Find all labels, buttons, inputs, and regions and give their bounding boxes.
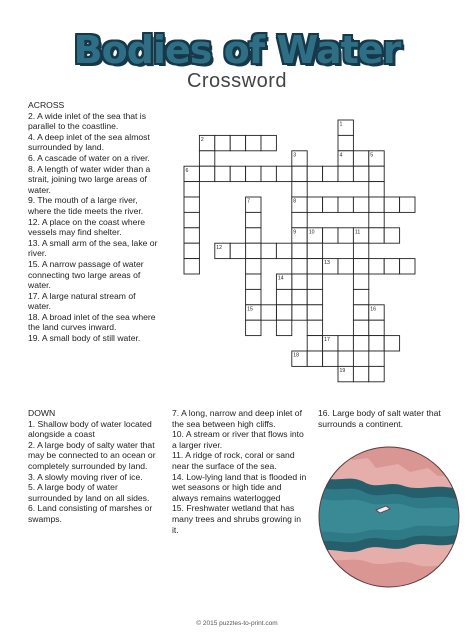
- grid-cell[interactable]: [276, 305, 291, 320]
- grid-cell[interactable]: [246, 228, 261, 243]
- grid-cell[interactable]: [338, 336, 353, 351]
- grid-cell[interactable]: [292, 274, 307, 289]
- grid-cell[interactable]: [400, 259, 415, 274]
- grid-cell[interactable]: [369, 197, 384, 212]
- clue-down-right: 16. Large body of salt water that surrounds a continent.: [318, 408, 441, 429]
- grid-cell[interactable]: [184, 182, 199, 197]
- grid-cell[interactable]: [184, 212, 199, 227]
- clue-down-left: 3. A slowly moving river of ice.: [28, 471, 143, 482]
- planet-illustration: [318, 446, 460, 588]
- grid-cell[interactable]: [400, 197, 415, 212]
- clue-down-left: 5. A large body of water surrounded by land on all sides.: [28, 482, 150, 503]
- grid-cell[interactable]: [230, 166, 245, 181]
- grid-cell[interactable]: [369, 228, 384, 243]
- clue-across: 2. A wide inlet of the sea that is parallel to the coastline.: [28, 110, 146, 132]
- grid-cell[interactable]: [261, 243, 276, 258]
- grid-cell[interactable]: [353, 320, 368, 335]
- grid-cell[interactable]: [353, 243, 368, 258]
- grid-cell[interactable]: [384, 228, 399, 243]
- grid-cell[interactable]: [246, 243, 261, 258]
- grid-cell[interactable]: [261, 135, 276, 150]
- grid-cell[interactable]: [369, 351, 384, 366]
- grid-cell[interactable]: [292, 259, 307, 274]
- clue-down-left: 2. A large body of salty water that may be connected to an ocean or completely surrounded by land.: [28, 439, 156, 471]
- grid-cell[interactable]: [307, 289, 322, 304]
- grid-cell[interactable]: [353, 289, 368, 304]
- grid-cell[interactable]: [307, 320, 322, 335]
- across-heading: ACROSS: [28, 100, 65, 110]
- clue-across: 19. A small body of still water.: [28, 333, 141, 344]
- grid-cell[interactable]: [276, 289, 291, 304]
- grid-cell[interactable]: [246, 320, 261, 335]
- grid-cell[interactable]: [307, 243, 322, 258]
- grid-cell[interactable]: [369, 166, 384, 181]
- grid-cell[interactable]: [338, 228, 353, 243]
- grid-cell[interactable]: [353, 197, 368, 212]
- clue-number: 9: [293, 229, 297, 236]
- grid-cell[interactable]: [323, 228, 338, 243]
- down-clues-right: [318, 408, 448, 429]
- grid-cell[interactable]: [323, 166, 338, 181]
- grid-cell[interactable]: [184, 197, 199, 212]
- grid-cell[interactable]: [215, 135, 230, 150]
- clue-down-middle: 14. Low-lying land that is flooded in wet seasons or high tide and always remains waterlogged: [172, 471, 307, 503]
- grid-cell[interactable]: [261, 166, 276, 181]
- clue-number: 14: [277, 275, 284, 282]
- grid-cell[interactable]: [246, 259, 261, 274]
- grid-cell[interactable]: [353, 305, 368, 320]
- grid-cell[interactable]: [292, 289, 307, 304]
- clue-number: 13: [324, 260, 330, 267]
- grid-cell[interactable]: [292, 243, 307, 258]
- grid-cell[interactable]: [276, 320, 291, 335]
- clue-down-left: 6. Land consisting of marshes or swamps.: [28, 503, 153, 524]
- clue-number: 6: [185, 167, 189, 174]
- clue-number: 18: [293, 352, 300, 359]
- grid-cell[interactable]: [246, 289, 261, 304]
- grid-cell[interactable]: [369, 320, 384, 335]
- clue-down-middle: 11. A ridge of rock, coral or sand near the surface of the sea.: [172, 450, 295, 471]
- grid-cell[interactable]: [338, 166, 353, 181]
- grid-cell[interactable]: [369, 336, 384, 351]
- down-heading: DOWN: [28, 408, 56, 418]
- clue-number: 7: [247, 198, 250, 205]
- grid-cell[interactable]: [276, 243, 291, 258]
- clue-number: 11: [354, 229, 361, 236]
- grid-cell[interactable]: [353, 274, 368, 289]
- clue-number: 17: [324, 337, 330, 344]
- grid-cell[interactable]: [369, 212, 384, 227]
- grid-cell[interactable]: [292, 182, 307, 197]
- clue-across: 6. A cascade of water on a river.: [28, 152, 150, 163]
- grid-cell[interactable]: [276, 166, 291, 181]
- clue-number: 15: [247, 306, 253, 313]
- grid-cell[interactable]: [307, 197, 322, 212]
- grid-cell[interactable]: [230, 243, 245, 258]
- grid-cell[interactable]: [215, 166, 230, 181]
- grid-cell[interactable]: [307, 351, 322, 366]
- grid-cell[interactable]: [199, 166, 214, 181]
- grid-cell[interactable]: [384, 259, 399, 274]
- grid-cell[interactable]: [246, 166, 261, 181]
- clue-down-middle: 7. A long, narrow and deep inlet of the sea between high cliffs.: [172, 408, 302, 429]
- grid-cell[interactable]: [353, 151, 368, 166]
- grid-cell[interactable]: [261, 305, 276, 320]
- clue-across: 18. A broad inlet of the sea where the land curves inward.: [28, 311, 156, 333]
- clue-across: 17. A large natural stream of water.: [28, 290, 136, 312]
- clue-across: 4. A deep inlet of the sea almost surrounded by land.: [28, 131, 150, 153]
- grid-cell[interactable]: [323, 351, 338, 366]
- clue-number: 2: [200, 137, 204, 143]
- grid-cell[interactable]: [246, 212, 261, 227]
- grid-cell[interactable]: [384, 336, 399, 351]
- page-subtitle: Crossword: [186, 70, 288, 92]
- clue-across: 15. A narrow passage of water connecting two large areas of water.: [28, 258, 144, 291]
- grid-cell[interactable]: [353, 336, 368, 351]
- grid-cell[interactable]: [307, 305, 322, 320]
- grid-cell[interactable]: [338, 259, 353, 274]
- clue-across: 8. A length of water wider than a strait, joining two large areas of water.: [28, 163, 151, 195]
- grid-cell[interactable]: [353, 366, 368, 381]
- grid-cell[interactable]: [184, 259, 199, 274]
- clue-number: 12: [216, 244, 223, 251]
- clue-across: 13. A small arm of the sea, lake or river.: [28, 237, 158, 259]
- grid-cell[interactable]: [338, 135, 353, 150]
- clue-number: 3: [293, 152, 297, 159]
- clue-number: 19: [339, 368, 346, 374]
- grid-cell[interactable]: [369, 259, 384, 274]
- grid-cell[interactable]: [338, 351, 353, 366]
- grid-cell[interactable]: [246, 274, 261, 289]
- grid-cell[interactable]: [292, 305, 307, 320]
- copyright-footer: © 2015 puzzles-to-print.com: [196, 620, 278, 627]
- grid-cell[interactable]: [353, 166, 368, 181]
- page-title: Bodies of Water: [73, 28, 401, 72]
- clue-number: 10: [308, 229, 315, 236]
- grid-cell[interactable]: [230, 135, 245, 150]
- grid-cell[interactable]: [353, 259, 368, 274]
- grid-cell[interactable]: [307, 336, 322, 351]
- down-clues-middle: [172, 408, 307, 535]
- clue-number: 1: [339, 121, 343, 128]
- clue-down-middle: 15. Freshwater wetland that has many trees and shrubs growing in it.: [172, 503, 301, 535]
- clue-number: 16: [370, 306, 377, 313]
- clue-number: 5: [370, 152, 374, 159]
- clue-number: 4: [339, 152, 343, 159]
- grid-cell[interactable]: [338, 197, 353, 212]
- down-clues-left: [28, 408, 163, 525]
- grid-cell[interactable]: [292, 166, 307, 181]
- clue-across: 9. The mouth of a large river, where the tide meets the river.: [28, 195, 144, 216]
- clue-down-left: 1. Shallow body of water located alongside a coast: [28, 418, 152, 440]
- grid-cell[interactable]: [307, 259, 322, 274]
- grid-cell[interactable]: [199, 151, 214, 166]
- grid-cell[interactable]: [323, 197, 338, 212]
- grid-cell[interactable]: [184, 243, 199, 258]
- grid-cell[interactable]: [369, 366, 384, 381]
- clue-number: 8: [293, 198, 297, 205]
- grid-cell[interactable]: [246, 135, 261, 150]
- grid-cell[interactable]: [369, 182, 384, 197]
- clue-down-middle: 10. A stream or river that flows into a larger river.: [172, 429, 304, 450]
- grid-cell[interactable]: [184, 228, 199, 243]
- grid-cell[interactable]: [307, 274, 322, 289]
- grid-cell[interactable]: [307, 166, 322, 181]
- grid-cell[interactable]: [384, 197, 399, 212]
- clue-across: 12. A place on the coast where vessels may find shelter.: [28, 216, 146, 238]
- grid-cell[interactable]: [292, 212, 307, 227]
